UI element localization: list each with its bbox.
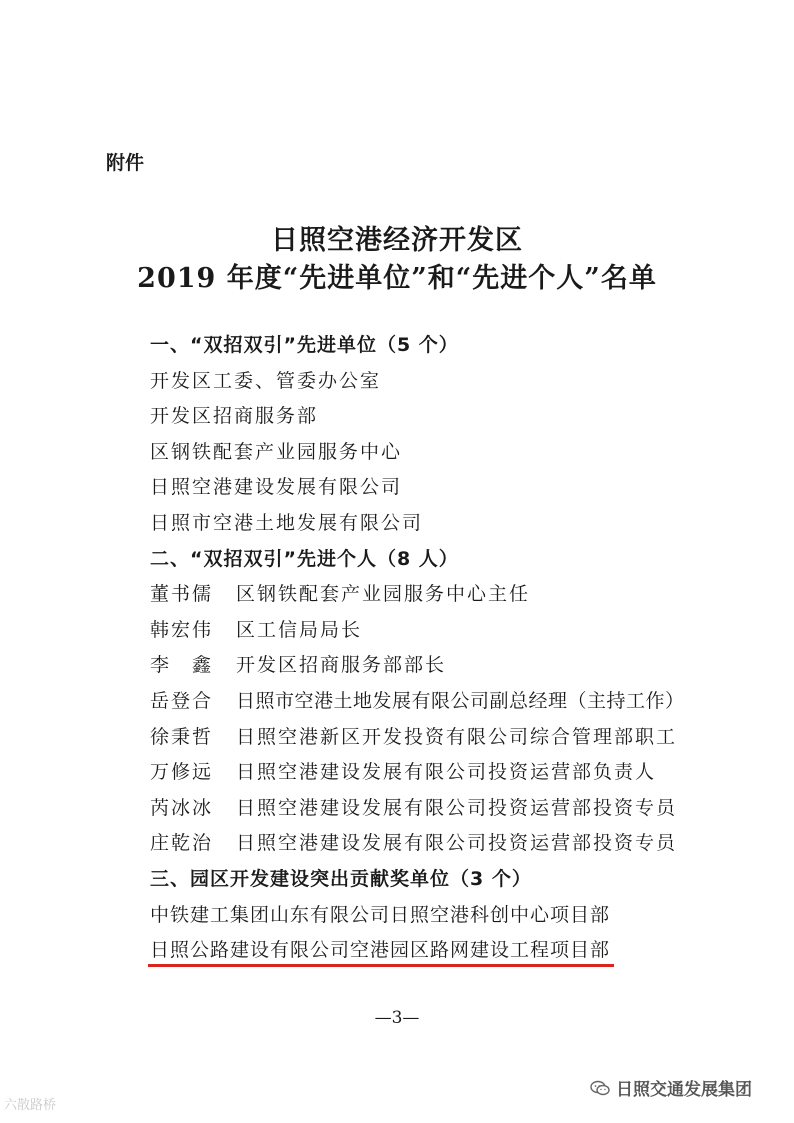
person-role: 日照空港新区开发投资有限公司综合管理部职工 — [236, 725, 678, 748]
person-name: 徐秉哲 — [150, 725, 214, 748]
list-item: 开发区招商服务部 — [150, 405, 319, 428]
person-name: 芮冰冰 — [150, 796, 214, 819]
list-item-underlined — [150, 933, 750, 969]
person-name: 董书儒 — [150, 583, 214, 606]
person-row — [150, 720, 750, 756]
watermark-left: 六散路桥 — [4, 1098, 57, 1113]
list-item: 开发区工委、管委办公室 — [150, 369, 382, 392]
person-row — [150, 755, 750, 791]
list-item: 日照市空港土地发展有限公司 — [150, 511, 424, 534]
person-role: 日照空港建设发展有限公司投资运营部投资专员 — [236, 832, 678, 855]
person-row — [150, 826, 750, 862]
section-3-heading: 三、园区开发建设突出贡献奖单位（3 个） — [150, 867, 532, 890]
person-row — [150, 613, 750, 649]
list-item: 中铁建工集团山东有限公司日照空港科创中心项目部 — [150, 903, 611, 926]
section-1-heading: 一、“双招双引”先进单位（5 个） — [150, 334, 459, 356]
person-role: 日照空港建设发展有限公司投资运营部负责人 — [236, 761, 657, 784]
page-number: —3— — [374, 1008, 420, 1028]
wechat-icon — [590, 1080, 610, 1096]
attachment-label: 附件 — [106, 152, 145, 174]
person-name: 韩宏伟 — [150, 618, 214, 641]
person-name: 庄乾治 — [150, 832, 214, 855]
list-item: 日照空港建设发展有限公司 — [150, 476, 403, 499]
watermark-right-text: 日照交通发展集团 — [616, 1080, 752, 1100]
watermark-right — [590, 1075, 752, 1100]
person-row — [150, 684, 750, 720]
person-role: 开发区招商服务部部长 — [236, 654, 447, 677]
document-title-line2: 2019 年度“先进单位”和“先进个人”名单 — [137, 263, 657, 294]
list-item: 区钢铁配套产业园服务中心 — [150, 440, 403, 463]
person-role: 区钢铁配套产业园服务中心主任 — [236, 583, 531, 606]
person-row — [150, 648, 750, 684]
person-name: 万修远 — [150, 761, 214, 784]
person-name: 岳登合 — [150, 689, 214, 712]
document-body — [150, 328, 750, 969]
person-name: 李 鑫 — [150, 654, 214, 677]
person-role: 区工信局局长 — [236, 618, 363, 641]
person-row — [150, 577, 750, 613]
person-role: 日照空港建设发展有限公司投资运营部投资专员 — [236, 796, 678, 819]
document-title-line1: 日照空港经济开发区 — [271, 225, 523, 256]
highlighted-unit: 日照公路建设有限公司空港园区路网建设工程项目部 — [150, 933, 610, 969]
person-row — [150, 791, 750, 827]
section-2-heading: 二、“双招双引”先进个人（8 人） — [150, 547, 459, 570]
person-role: 日照市空港土地发展有限公司副总经理（主持工作） — [236, 689, 685, 712]
